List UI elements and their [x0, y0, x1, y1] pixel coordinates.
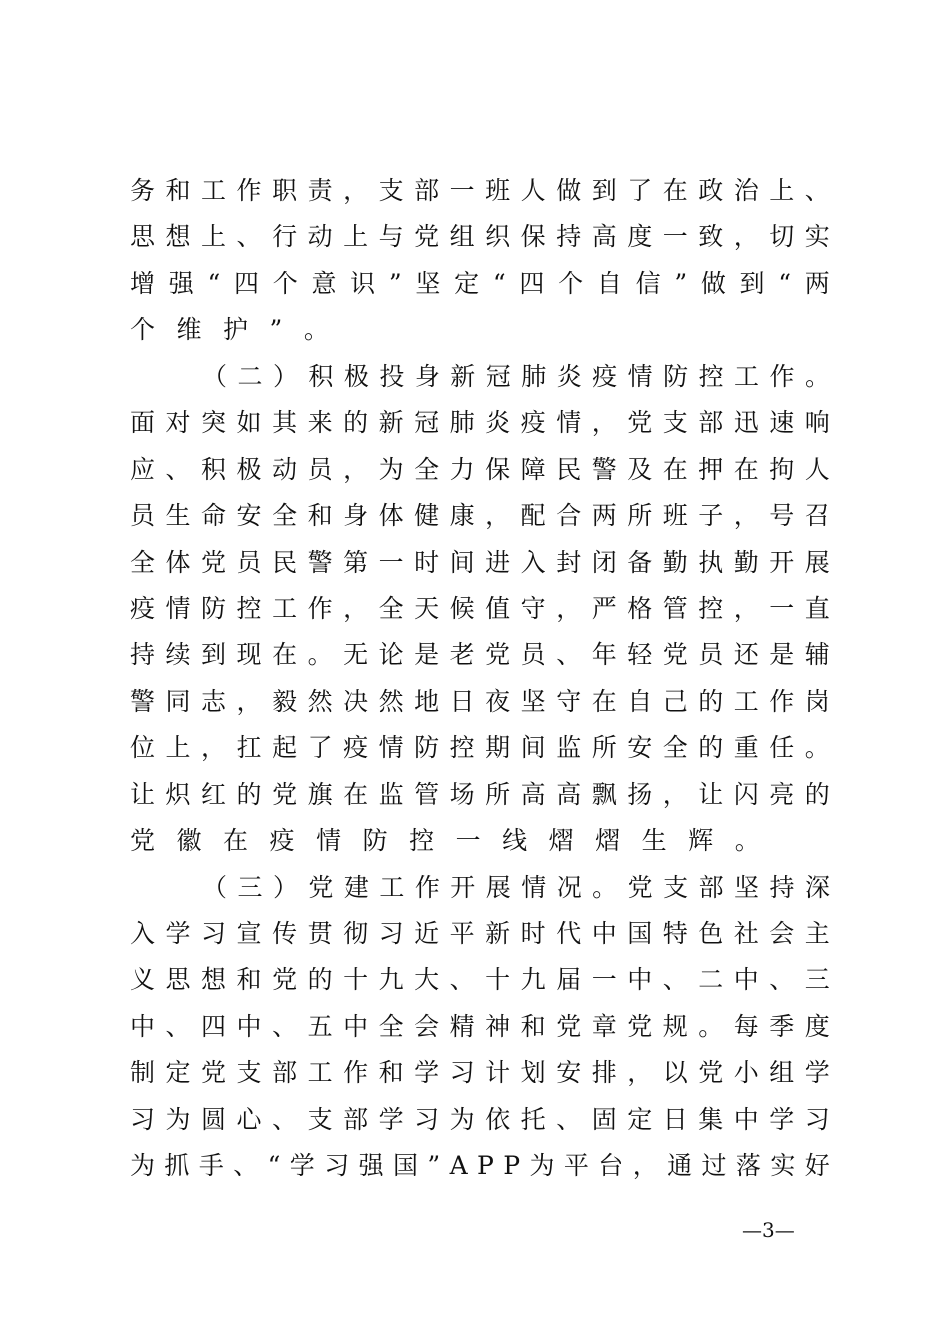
text-line: 为 抓 手 、 “ 学 习 强 国 ” A P P 为 平 台 ， 通 过 落 实 好: [130, 1151, 830, 1181]
text-line: 全 体 党 员 民 警 第 一 时 间 进 入 封 闭 备 勤 执 勤 开 展: [130, 547, 830, 577]
text-line: 应 、 积 极 动 员 ， 为 全 力 保 障 民 警 及 在 押 在 拘 人: [130, 454, 830, 484]
text-line: 面 对 突 如 其 来 的 新 冠 肺 炎 疫 情 ， 党 支 部 迅 速 响: [130, 408, 830, 438]
text-line: 个 维 护 ” 。: [130, 315, 329, 345]
text-line: 习 为 圆 心 、 支 部 学 习 为 依 托 、 固 定 日 集 中 学 习: [130, 1104, 830, 1134]
text-line: 中 、 四 中 、 五 中 全 会 精 神 和 党 章 党 规 。 每 季 度: [130, 1011, 830, 1041]
text-line: 制 定 党 支 部 工 作 和 学 习 计 划 安 排 ， 以 党 小 组 学: [130, 1058, 830, 1088]
text-line: 务 和 工 作 职 责 ， 支 部 一 班 人 做 到 了 在 政 治 上 、: [130, 176, 830, 205]
text-line: 员 生 命 安 全 和 身 体 健 康 ， 配 合 两 所 班 子 ， 号 召: [130, 501, 830, 531]
text-line: 入 学 习 宣 传 贯 彻 习 近 平 新 时 代 中 国 特 色 社 会 主: [130, 919, 830, 948]
text-line: 思 想 上 、 行 动 上 与 党 组 织 保 持 高 度 一 致 ， 切 实: [130, 222, 830, 252]
page-number: —3—: [742, 1218, 795, 1242]
section-heading-line: （ 三 ） 党 建 工 作 开 展 情 况 。 党 支 部 坚 持 深: [202, 872, 830, 902]
body-text: [130, 168, 830, 1190]
text-line: 增 强 “ 四 个 意 识 ” 坚 定 “ 四 个 自 信 ” 做 到 “ 两: [130, 268, 830, 298]
text-line: 警 同 志 ， 毅 然 决 然 地 日 夜 坚 守 在 自 己 的 工 作 岗: [130, 686, 830, 716]
text-line: 党 徽 在 疫 情 防 控 一 线 熠 熠 生 辉 。: [130, 826, 760, 856]
text-line: 义 思 想 和 党 的 十 九 大 、 十 九 届 一 中 、 二 中 、 三: [130, 965, 830, 995]
section-heading-line: （ 二 ） 积 极 投 身 新 冠 肺 炎 疫 情 防 控 工 作 。: [202, 361, 830, 391]
text-line: 位 上 ， 扛 起 了 疫 情 防 控 期 间 监 所 安 全 的 重 任 。: [130, 733, 830, 763]
text-line: 让 炽 红 的 党 旗 在 监 管 场 所 高 高 飘 扬 ， 让 闪 亮 的: [130, 779, 830, 809]
text-line: 疫 情 防 控 工 作 ， 全 天 候 值 守 ， 严 格 管 控 ， 一 直: [130, 593, 830, 623]
text-line: 持 续 到 现 在 。 无 论 是 老 党 员 、 年 轻 党 员 还 是 辅: [130, 640, 830, 670]
